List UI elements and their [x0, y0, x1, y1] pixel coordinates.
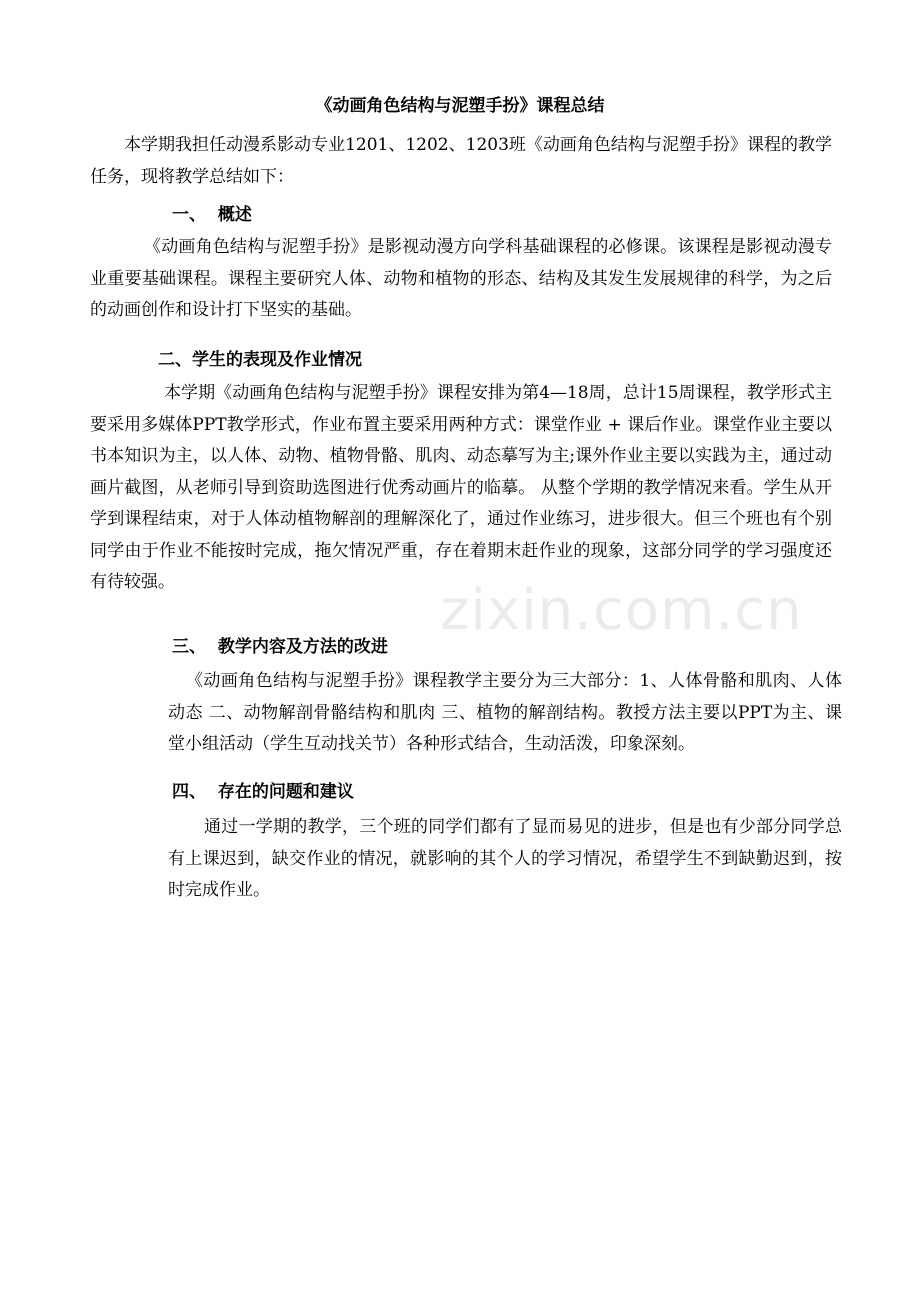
section-1-heading: 一、 概述: [172, 205, 252, 225]
section-3-body: 《动画角色结构与泥塑手扮》课程教学主要分为三大部分：1、人体骨骼和肌肉、人体动态 二、动物解剖骨骼结构和肌肉 三、植物的解剖结构。教授方法主要以PPT为主、课堂小组活动（学生互动找关节）各种形式结合，生动活泼，印象深刻。: [168, 671, 842, 754]
intro-paragraph: 本学期我担任动漫系影动专业1201、1202、1203班《动画角色结构与泥塑手扮》课程的教学任务，现将教学总结如下：: [90, 135, 832, 187]
section-2-body: 本学期《动画角色结构与泥塑手扮》课程安排为第4—18周，总计15周课程，教学形式主要采用多媒体PPT教学形式，作业布置主要采用两种方式：课堂作业 + 课后作业。课堂作业主要以书本知识为主，以人体、动物、植物骨骼、肌肉、动态摹写为主;课外作业主要以实践为主，通过动画片截图，从老师引导到资助选图进行优秀动画片的临摹。 从整个学期的教学情况来看。学生从开学到课程结束，对于人体动植物解剖的理解深化了，通过作业练习，进步很大。但三个班也有个别同学由于作业不能按时完成，拖欠情况严重，存在着期末赶作业的现象，这部分同学的学习强度还有待较强。: [90, 383, 832, 592]
section-4-heading: 四、 存在的问题和建议: [172, 782, 354, 802]
section-3-heading: 三、 教学内容及方法的改进: [172, 637, 388, 657]
document-title: 《动画角色结构与泥塑手扮》课程总结: [315, 96, 605, 116]
section-4-body: 通过一学期的教学，三个班的同学们都有了显而易见的进步，但是也有少部分同学总有上课迟到，缺交作业的情况，就影响的其个人的学习情况，希望学生不到缺勤迟到，按时完成作业。: [168, 817, 842, 900]
watermark: zixin.com.cn: [440, 578, 803, 643]
section-2-heading: 二、学生的表现及作业情况: [158, 350, 362, 370]
section-1-body: 《动画角色结构与泥塑手扮》是影视动漫方向学科基础课程的必修课。该课程是影视动漫专业重要基础课程。课程主要研究人体、动物和植物的形态、结构及其发生发展规律的科学，为之后的动画创作和设计打下坚实的基础。: [90, 237, 832, 320]
